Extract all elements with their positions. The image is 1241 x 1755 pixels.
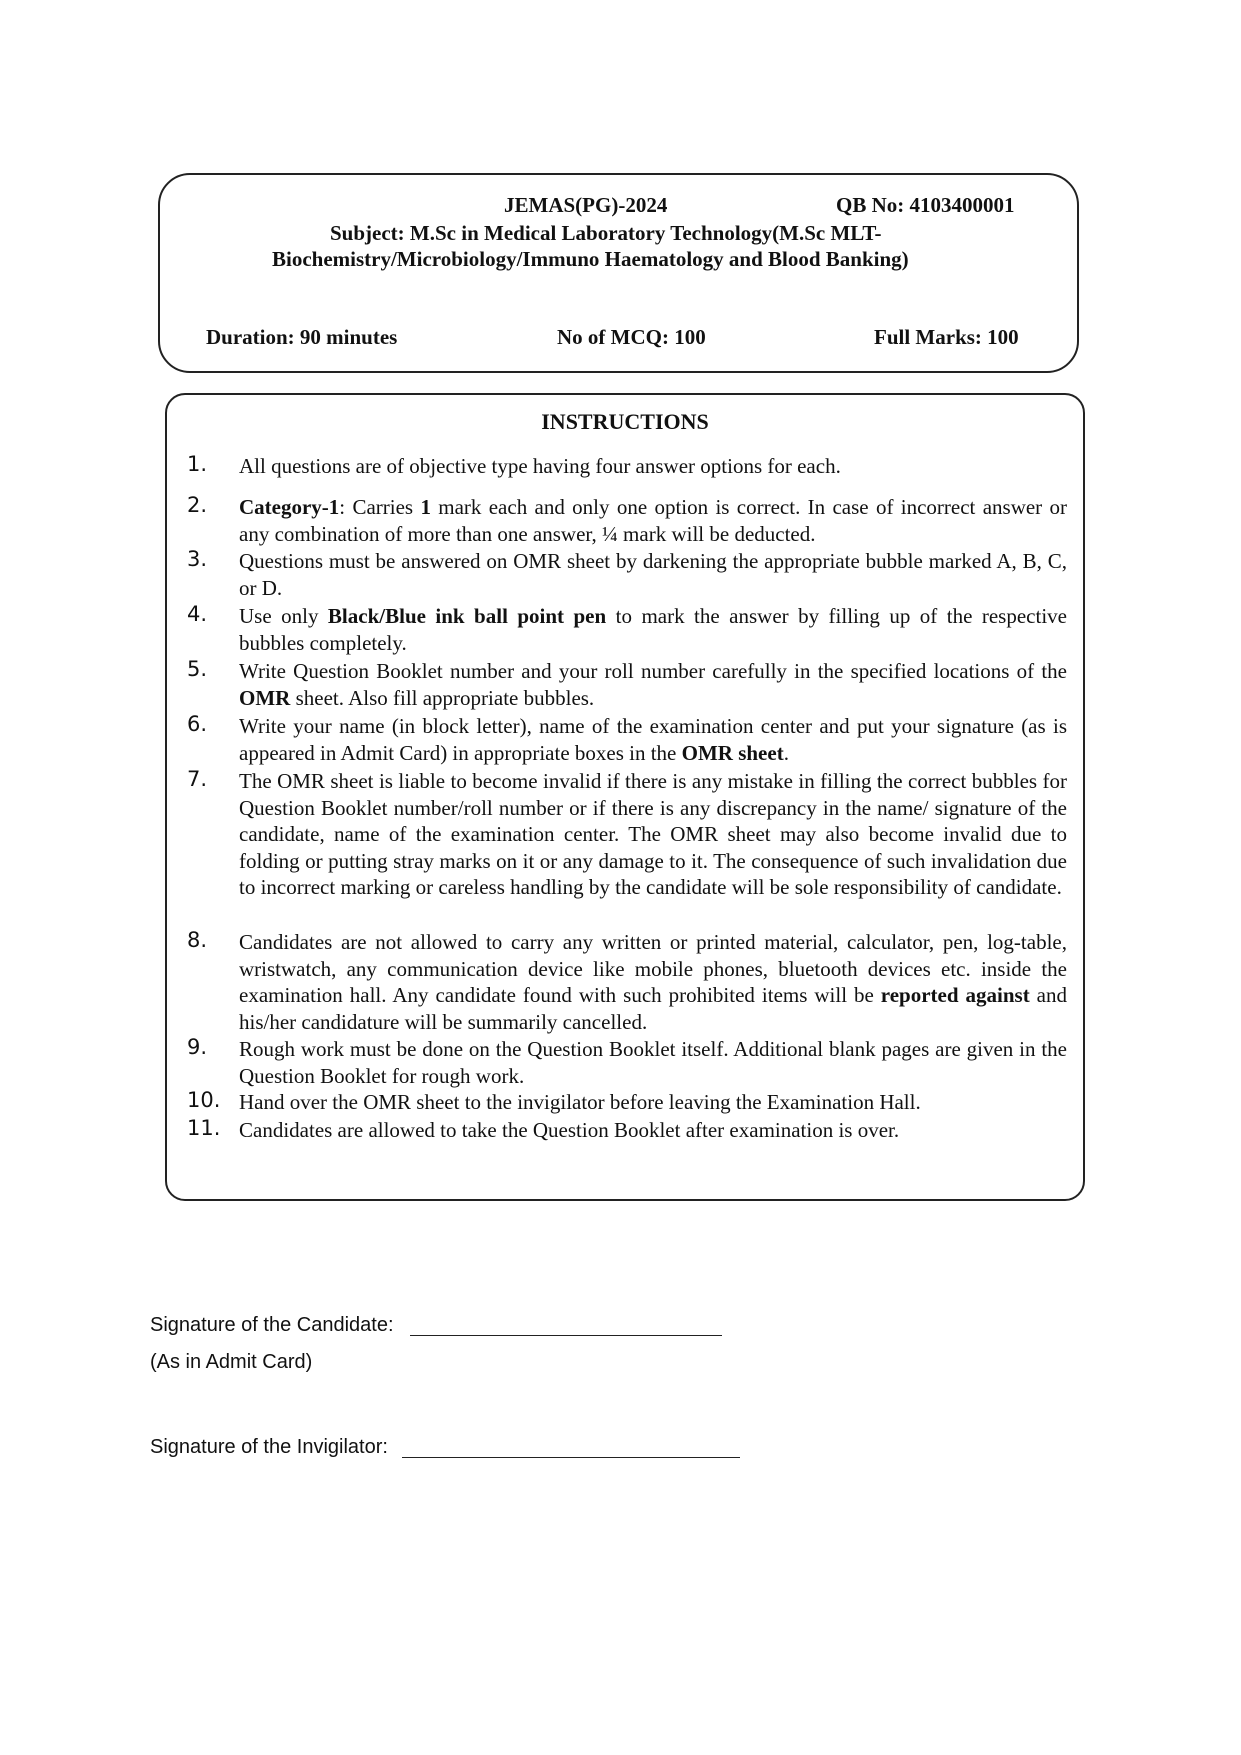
instruction-text: All questions are of objective type having four answer options for each.: [239, 454, 841, 478]
instruction-text: Use only Black/Blue ink ball point pen to mark the answer by filling up of the respective bubbles completely.: [239, 604, 1067, 655]
instruction-text: Category-1: Carries 1 mark each and only one option is correct. In case of incorrect answer or any combination of more than one answer, ¼ mark will be deducted.: [239, 495, 1067, 546]
instruction-number: 8.: [187, 928, 208, 952]
full-marks: Full Marks: 100: [874, 325, 1019, 349]
instructions-title: INSTRUCTIONS: [541, 409, 709, 434]
instruction-text: The OMR sheet is liable to become invalid if there is any mistake in filling the correct bubbles for Question Booklet number/roll number or if there is any discrepancy in the name/ signature of the candidate, name of the examination center. The OMR sheet may also become invalid due to folding or putting stray marks on it or any damage to it. The consequence of such invalidation due to incorrect marking or careless handling by the candidate will be sole responsibility of candidate.: [239, 769, 1067, 899]
instruction-number: 6.: [187, 712, 208, 736]
invigilator-signature-label: Signature of the Invigilator:: [150, 1436, 388, 1458]
instruction-text: Write your name (in block letter), name of the examination center and put your signature (as is appeared in Admit Card) in appropriate boxes in the OMR sheet.: [239, 714, 1067, 765]
instruction-text: Candidates are not allowed to carry any written or printed material, calculator, pen, log-table, wristwatch, any communication device like mobile phones, bluetooth devices etc. inside the examination hall. Any candidate found with such prohibited items will be reported against and his/her candidature will be summarily cancelled.: [239, 930, 1067, 1034]
subject-line-1: Subject: M.Sc in Medical Laboratory Technology(M.Sc MLT-: [330, 221, 882, 245]
subject-line-2: Biochemistry/Microbiology/Immuno Haematology and Blood Banking): [272, 247, 909, 271]
candidate-signature-label: Signature of the Candidate:: [150, 1314, 394, 1336]
instruction-number: 3.: [187, 547, 208, 571]
exam-title: JEMAS(PG)-2024: [504, 193, 668, 217]
instruction-number: 1.: [187, 452, 208, 476]
instruction-text: Rough work must be done on the Question Booklet itself. Additional blank pages are given in the Question Booklet for rough work.: [239, 1037, 1067, 1088]
instruction-text: Write Question Booklet number and your roll number carefully in the specified locations of the OMR sheet. Also fill appropriate bubbles.: [239, 659, 1067, 710]
qb-number: QB No: 4103400001: [836, 193, 1015, 217]
instructions-box: [165, 393, 1085, 1201]
instruction-text: Questions must be answered on OMR sheet by darkening the appropriate bubble marked A, B, C, or D.: [239, 549, 1067, 600]
candidate-signature-line: [410, 1335, 722, 1336]
instruction-number: 10.: [187, 1088, 221, 1112]
instruction-number: 9.: [187, 1035, 208, 1059]
instruction-number: 5.: [187, 657, 208, 681]
instruction-number: 2.: [187, 493, 208, 517]
mcq-count: No of MCQ: 100: [557, 325, 706, 349]
invigilator-signature-line: [402, 1457, 740, 1458]
instruction-text: Candidates are allowed to take the Question Booklet after examination is over.: [239, 1118, 900, 1142]
instruction-number: 7.: [187, 767, 208, 791]
instruction-number: 11.: [187, 1116, 221, 1140]
instruction-text: Hand over the OMR sheet to the invigilator before leaving the Examination Hall.: [239, 1090, 921, 1114]
exam-header-box: [158, 173, 1079, 373]
instruction-number: 4.: [187, 602, 208, 626]
admit-card-note: (As in Admit Card): [150, 1351, 313, 1373]
duration: Duration: 90 minutes: [206, 325, 398, 349]
